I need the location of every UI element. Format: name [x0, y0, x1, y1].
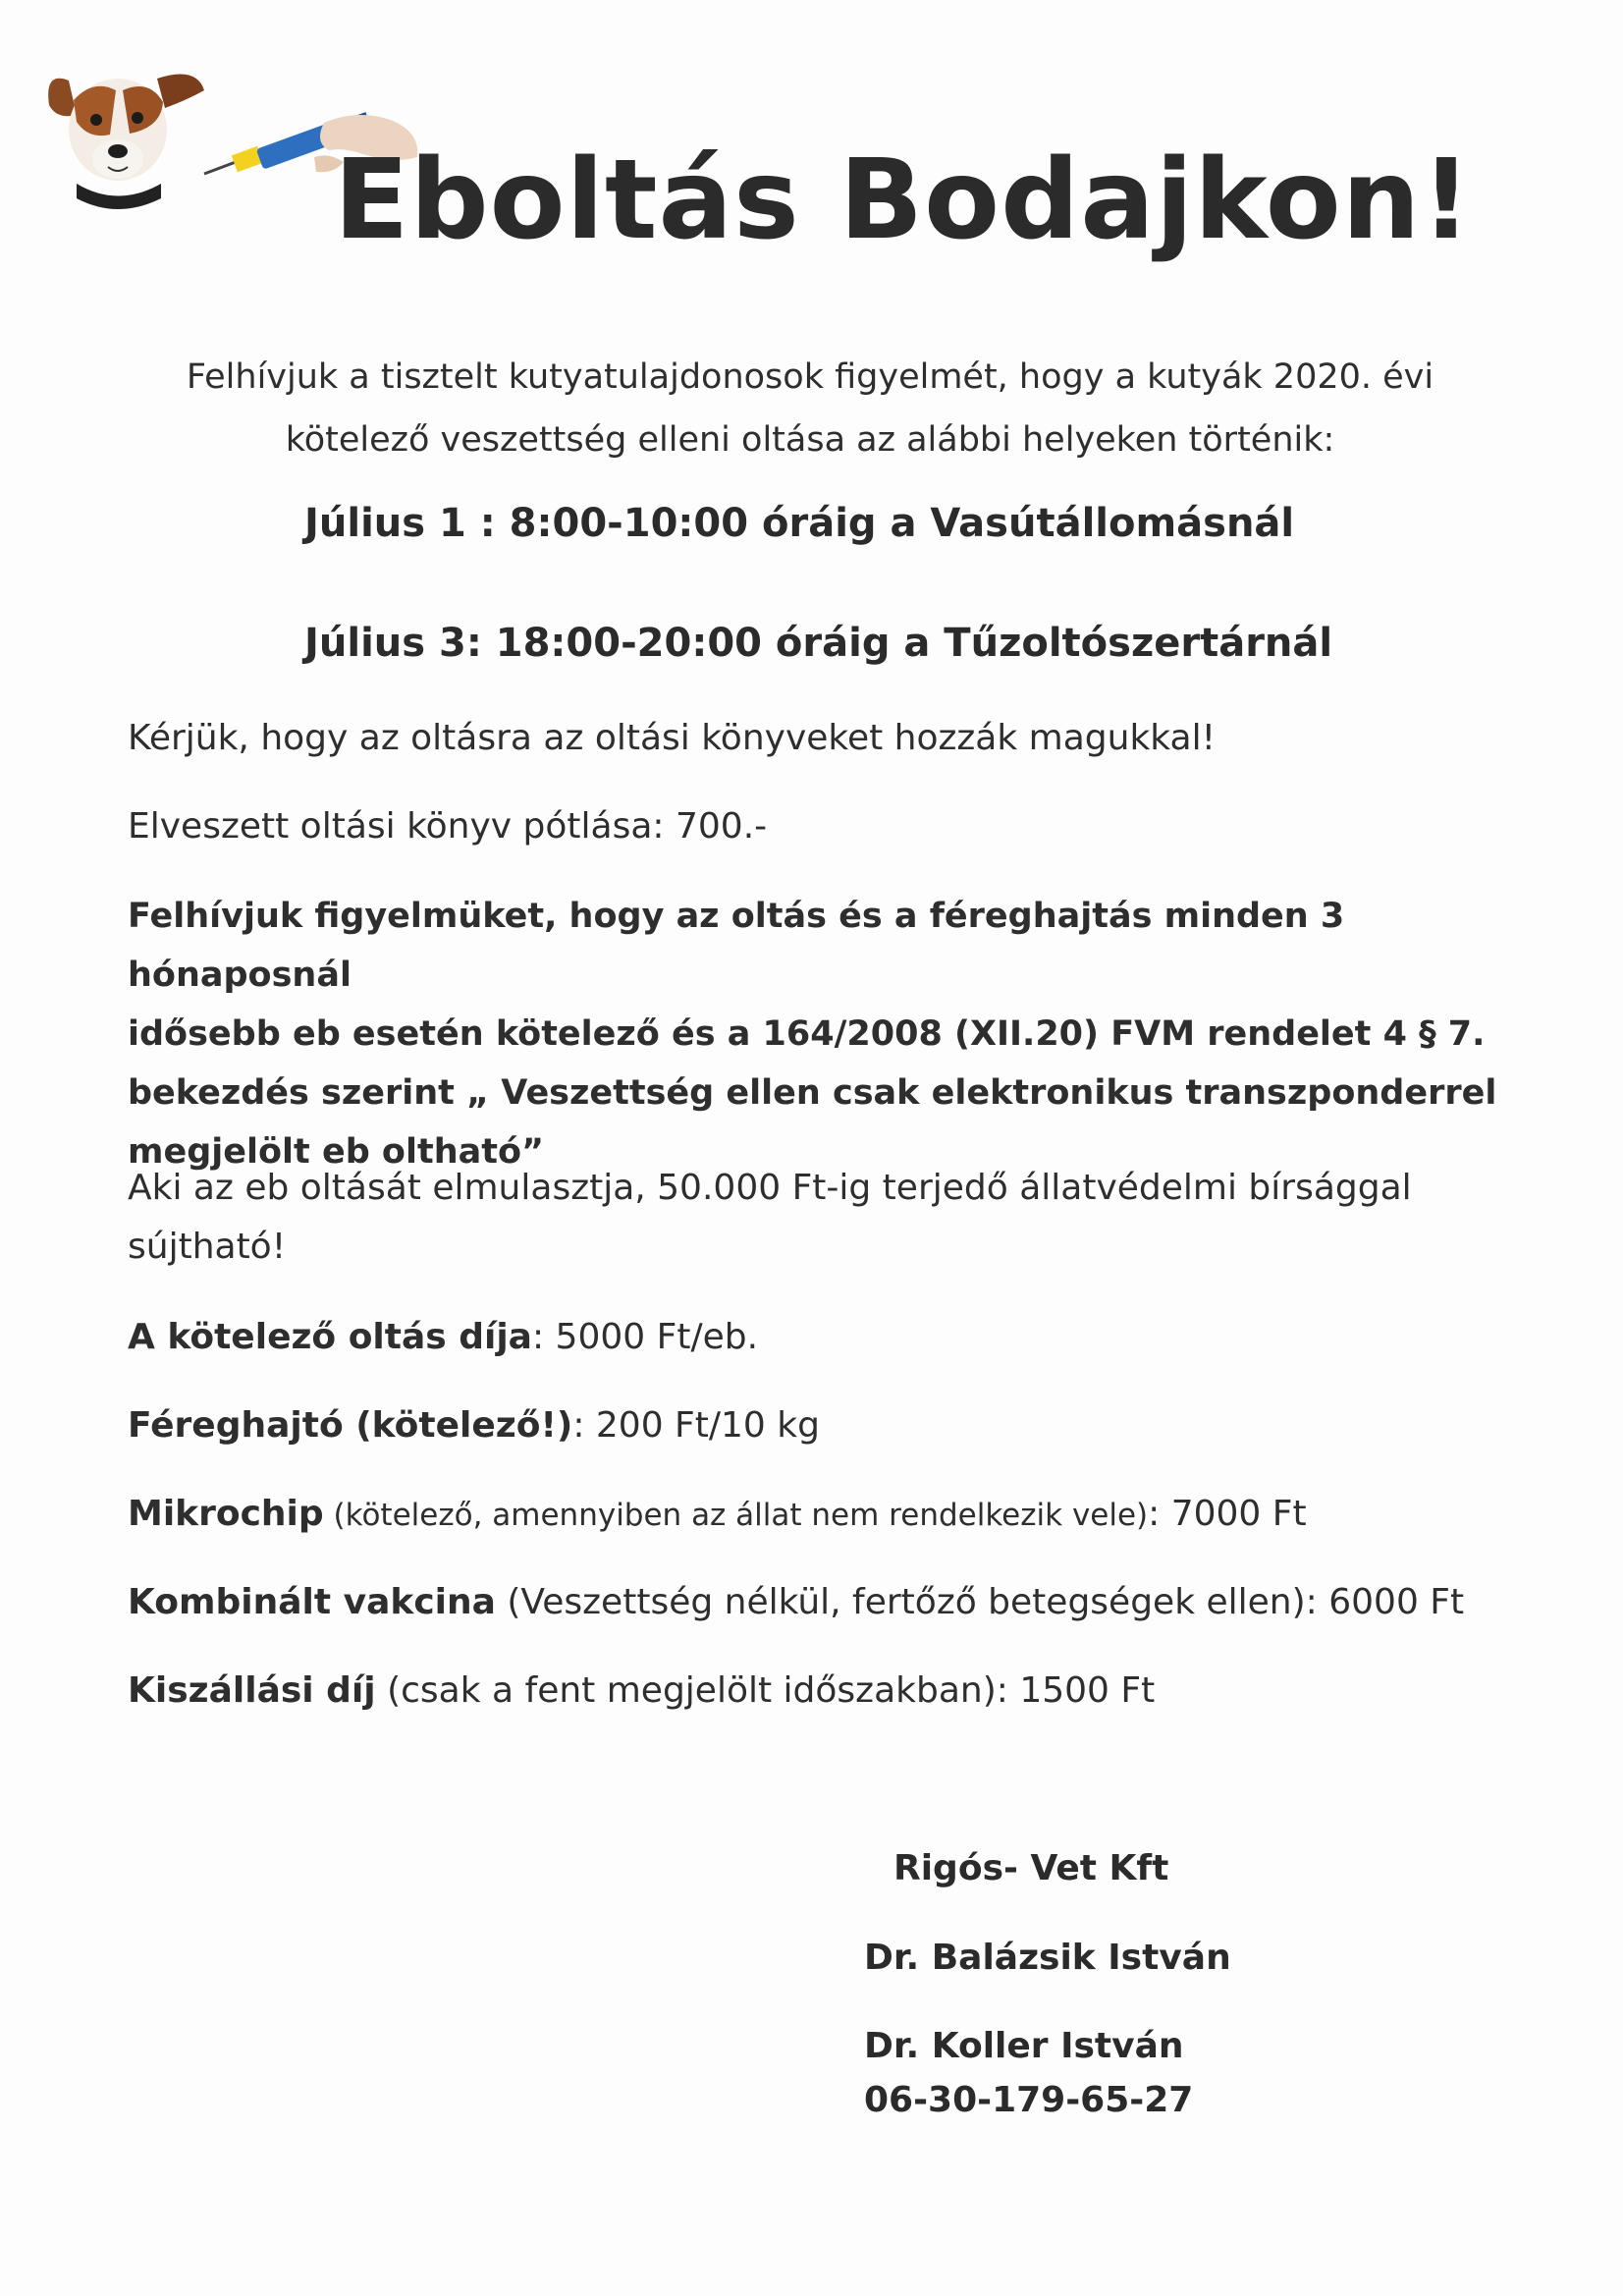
regulation-note: [128, 887, 1502, 1181]
signature-company: Rigós- Vet Kft: [893, 1848, 1169, 1888]
fine-line-1: Aki az eb oltását elmulasztja, 50.000 Ft-ig terjedő állatvédelmi bírsággal: [128, 1168, 1412, 1208]
schedule-item-2: Július 3: 18:00-20:00 óráig a Tűzoltószertárnál: [304, 621, 1333, 666]
fee-label: Kiszállási díj: [128, 1670, 376, 1711]
regulation-line-1: Felhívjuk figyelmüket, hogy az oltás és a féreghajtás minden 3 hónaposnál: [128, 897, 1345, 995]
fee-row: [128, 1308, 1502, 1367]
lost-book-note: Elveszett oltási könyv pótlása: 700.-: [128, 806, 768, 847]
fee-label: A kötelező oltás díja: [128, 1317, 532, 1357]
fee-value: : 1500 Ft: [996, 1670, 1156, 1711]
dog-illustration: [39, 61, 206, 218]
fee-value: : 200 Ft/10 kg: [572, 1405, 820, 1446]
fee-row: [128, 1573, 1502, 1632]
schedule-item-1: Július 1 : 8:00-10:00 óráig a Vasútállomásnál: [304, 501, 1295, 546]
page-title: Eboltás Bodajkon!: [334, 137, 1473, 264]
books-note: Kérjük, hogy az oltásra az oltási könyveket hozzák magukkal!: [128, 718, 1217, 758]
fine-line-2: sújtható!: [128, 1227, 287, 1267]
signature-phone: 06-30-179-65-27: [864, 2080, 1194, 2120]
intro-line-1: Felhívjuk a tisztelt kutyatulajdonosok figyelmét, hogy a kutyák 2020. évi: [186, 357, 1434, 397]
fee-label: Mikrochip: [128, 1494, 324, 1534]
fee-detail: (kötelező, amennyiben az állat nem rendelkezik vele): [323, 1498, 1149, 1533]
signature-doctor-2: Dr. Koller István: [864, 2026, 1184, 2066]
fee-row: [128, 1662, 1502, 1721]
fee-detail: (csak a fent megjelölt időszakban): [375, 1670, 997, 1711]
regulation-line-3: bekezdés szerint „ Veszettség ellen csak elektronikus transzponderrel: [128, 1073, 1497, 1113]
intro-line-2: kötelező veszettség elleni oltása az alábbi helyeken történik:: [285, 420, 1335, 460]
fee-label: Féreghajtó (kötelező!): [128, 1405, 573, 1446]
fee-value: : 6000 Ft: [1305, 1582, 1465, 1622]
fee-value: : 7000 Ft: [1148, 1494, 1307, 1534]
fee-row: [128, 1396, 1502, 1455]
fine-note: [128, 1159, 1502, 1277]
regulation-line-4: megjelölt eb oltható”: [128, 1132, 545, 1172]
fee-label: Kombinált vakcina: [128, 1582, 496, 1622]
regulation-line-2: idősebb eb esetén kötelező és a 164/2008 (XII.20) FVM rendelet 4 § 7.: [128, 1014, 1486, 1054]
signature-doctor-1: Dr. Balázsik István: [864, 1938, 1231, 1978]
fee-row: [128, 1485, 1502, 1545]
fee-detail: (Veszettség nélkül, fertőző betegségek ellen): [495, 1582, 1306, 1622]
fee-value: : 5000 Ft/eb.: [531, 1317, 759, 1357]
intro-text: [128, 346, 1492, 471]
